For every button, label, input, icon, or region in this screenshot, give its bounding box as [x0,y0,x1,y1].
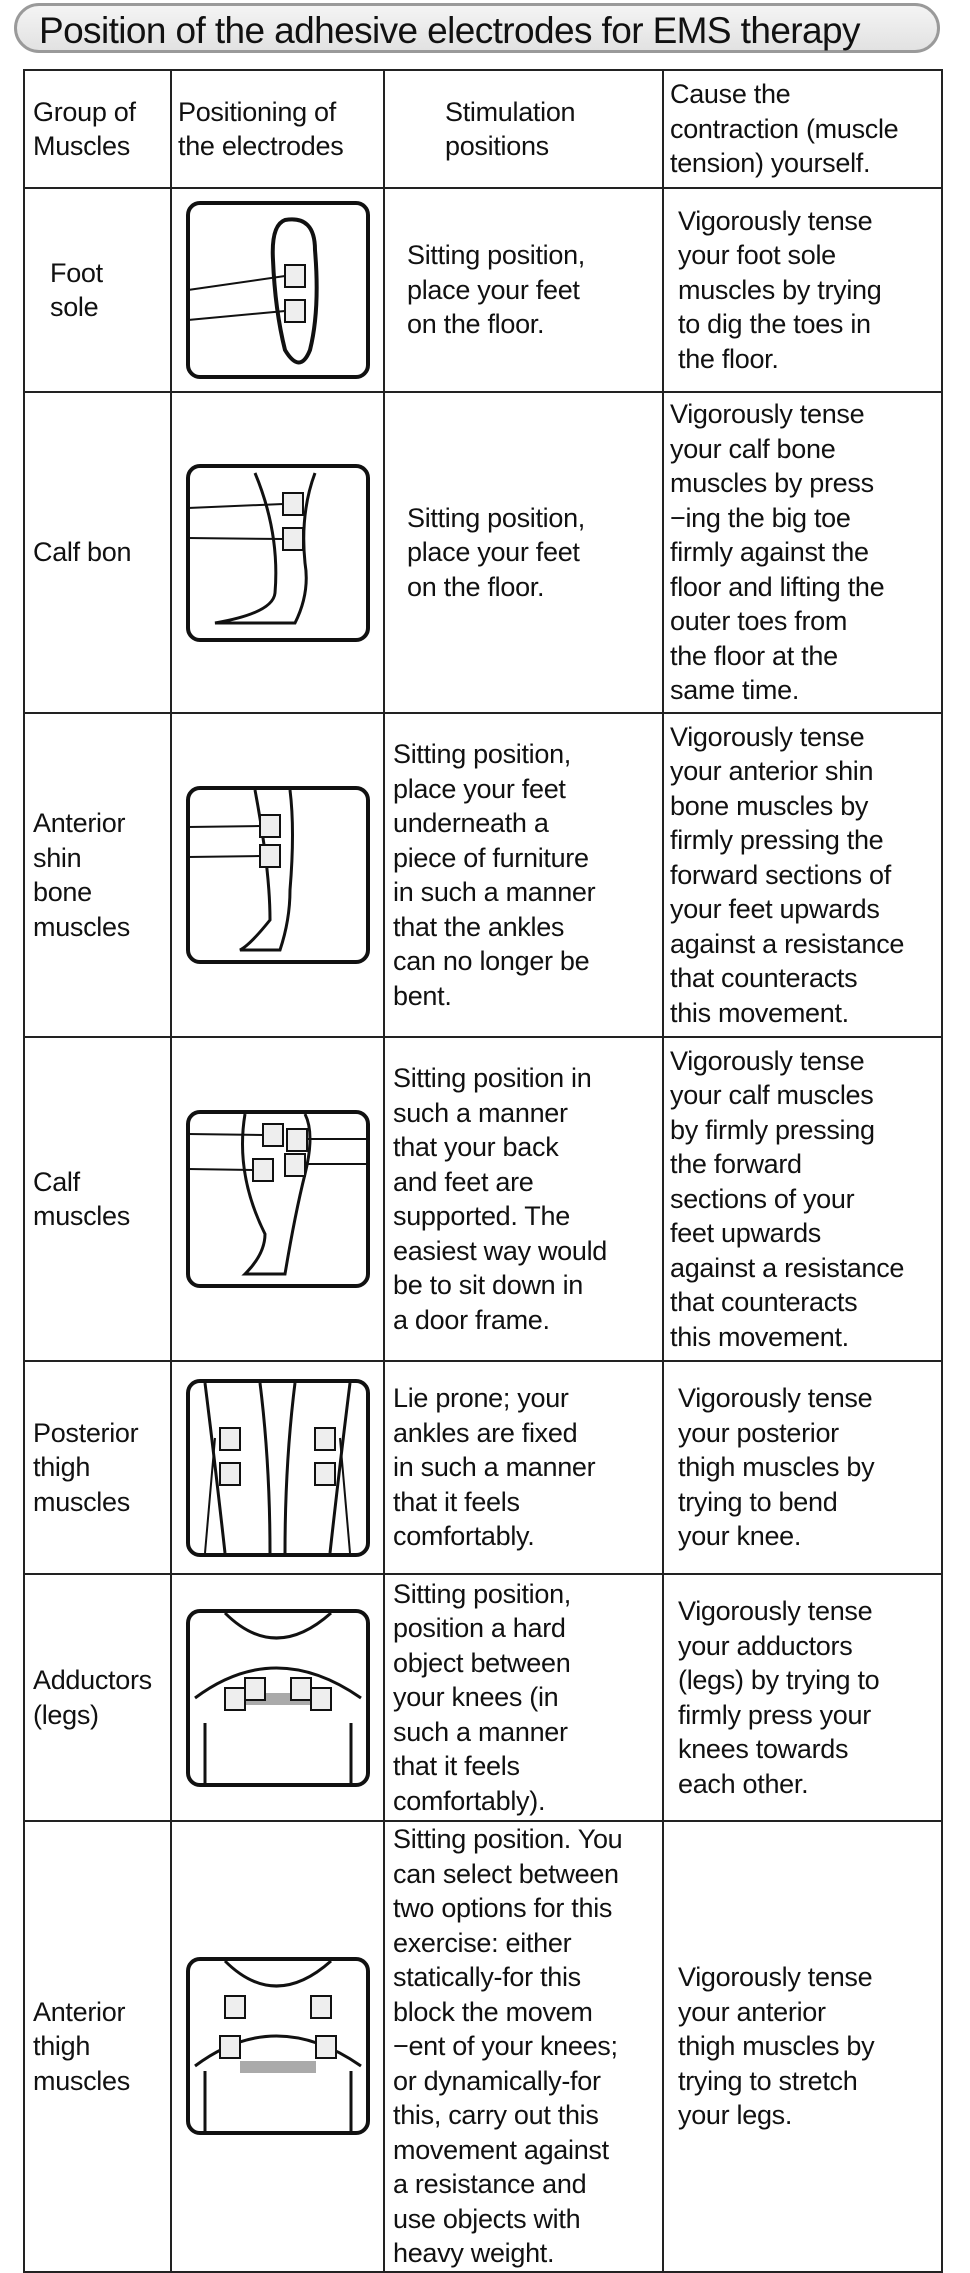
muscle-group: Anterior thigh muscles [24,1821,171,2272]
stimulation-position: Lie prone; your ankles are fixed in such a manner that it feels comfortably. [384,1361,663,1574]
shin-electrodes-icon [172,785,383,965]
table-row [24,1037,942,1361]
table-row [24,188,942,392]
page-title [14,3,940,53]
header-group: Group of Muscles [24,70,171,188]
muscle-group: Anterior shin bone muscles [24,713,171,1037]
electrode-illustration [171,188,384,392]
electrode-illustration [171,392,384,713]
electrode-illustration [171,1821,384,2272]
title-text: Position of the adhesive electrodes for EMS therapy [39,10,860,51]
table-row [24,713,942,1037]
contraction-instruction: Vigorously tense your anterior thigh muscles by trying to stretch your legs. [663,1821,942,2272]
header-stimulation: Stimulation positions [384,70,663,188]
contraction-instruction: Vigorously tense your foot sole muscles by trying to dig the toes in the floor. [663,188,942,392]
header-contraction: Cause the contraction (muscle tension) yourself. [663,70,942,188]
header-positioning: Positioning of the electrodes [171,70,384,188]
electrode-illustration [171,1361,384,1574]
stimulation-position: Sitting position in such a manner that your back and feet are supported. The easiest way would be to sit down in a door frame. [384,1037,663,1361]
table-row [24,1821,942,2272]
foot-sole-electrodes-icon [172,200,383,380]
contraction-instruction: Vigorously tense your posterior thigh muscles by trying to bend your knee. [663,1361,942,1574]
electrode-illustration [171,1037,384,1361]
anterior-thigh-electrodes-icon [172,1956,383,2136]
muscle-group: Posterior thigh muscles [24,1361,171,1574]
contraction-instruction: Vigorously tense your calf bone muscles by press −ing the big toe firmly against the floor and lifting the outer toes from the floor at the same time. [663,392,942,713]
stimulation-position: Sitting position, position a hard object between your knees (in such a manner that it feels comfortably). [384,1574,663,1821]
stimulation-position: Sitting position, place your feet on the floor. [384,392,663,713]
muscle-group: Adductors (legs) [24,1574,171,1821]
stimulation-position: Sitting position, place your feet on the floor. [384,188,663,392]
muscle-group: Foot sole [24,188,171,392]
electrode-table [23,69,943,2273]
posterior-thigh-electrodes-icon [172,1378,383,1558]
stimulation-position: Sitting position, place your feet underneath a piece of furniture in such a manner that the ankles can no longer be bent. [384,713,663,1037]
electrode-illustration [171,713,384,1037]
adductor-electrodes-icon [172,1608,383,1788]
table-row [24,392,942,713]
muscle-group: Calf muscles [24,1037,171,1361]
calf-bone-electrodes-icon [172,463,383,643]
muscle-group: Calf bon [24,392,171,713]
contraction-instruction: Vigorously tense your calf muscles by firmly pressing the forward sections of your feet upwards against a resistance that counteracts this movement. [663,1037,942,1361]
table-row [24,1574,942,1821]
table-row [24,1361,942,1574]
calf-muscle-electrodes-icon [172,1109,383,1289]
electrode-illustration [171,1574,384,1821]
stimulation-position: Sitting position. You can select between two options for this exercise: either statically-for this block the movem −ent of your knees; or dynamically-for this, carry out this movement against a resistance and use objects with heavy weight. [384,1821,663,2272]
contraction-instruction: Vigorously tense your adductors (legs) by trying to firmly press your knees towards each other. [663,1574,942,1821]
header-row [24,70,942,188]
contraction-instruction: Vigorously tense your anterior shin bone muscles by firmly pressing the forward sections of your feet upwards against a resistance that counteracts this movement. [663,713,942,1037]
